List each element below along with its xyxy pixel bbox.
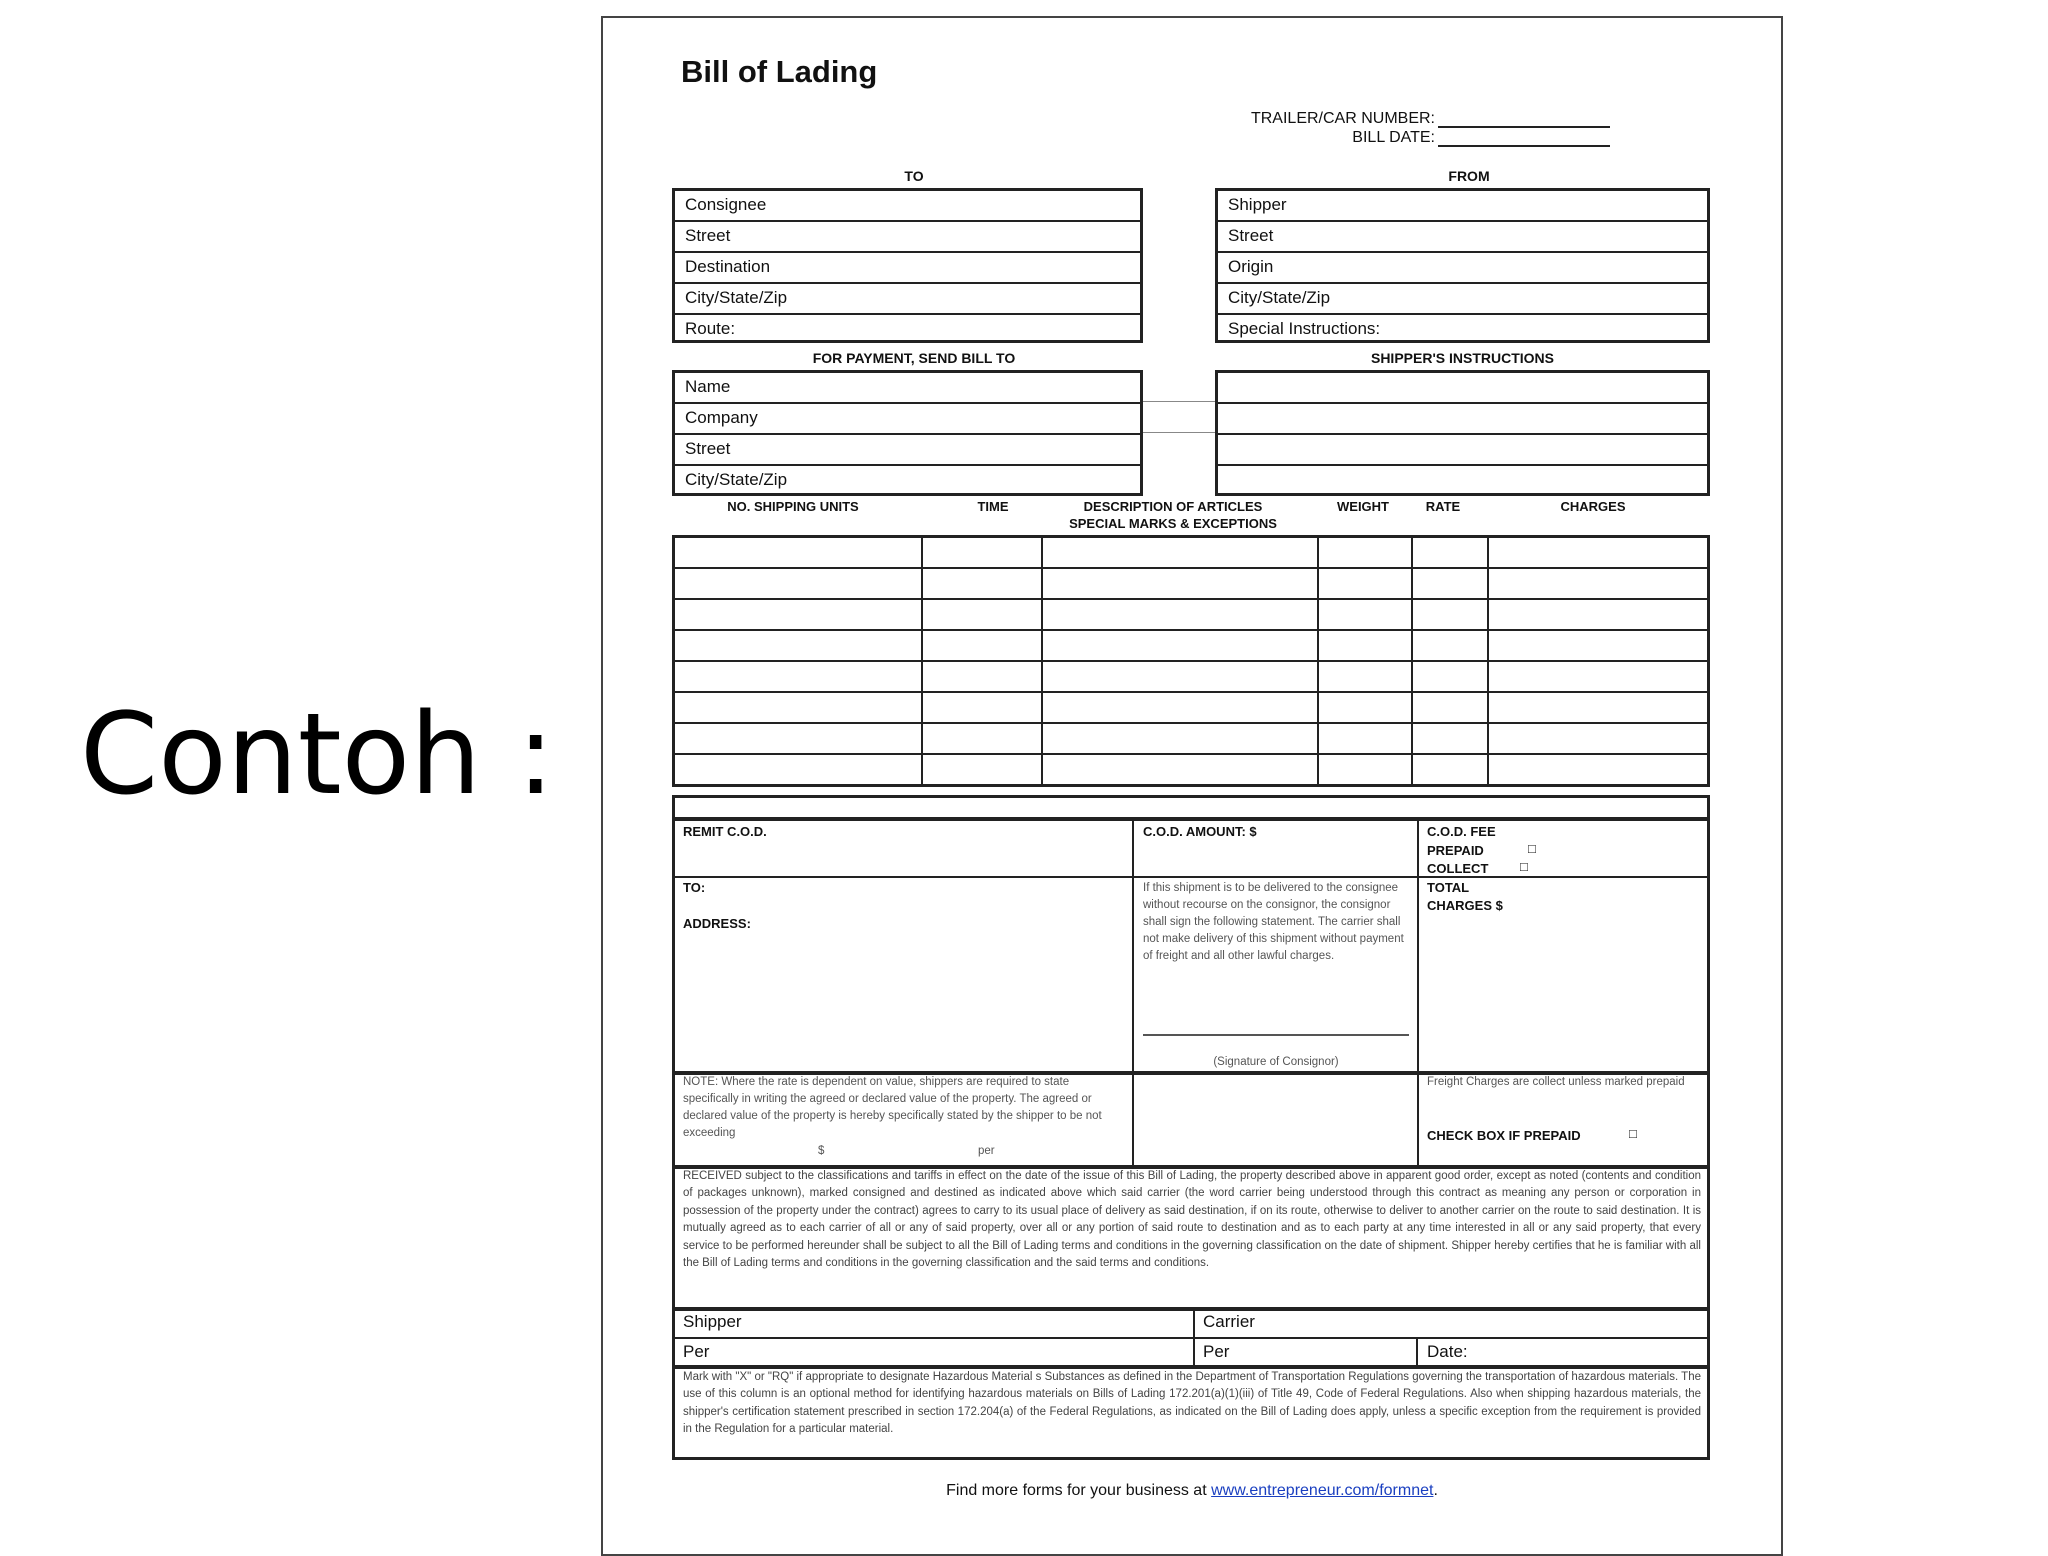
shipper-field[interactable]: Shipper <box>1218 191 1707 222</box>
origin-field[interactable]: Origin <box>1218 253 1707 284</box>
table-cell[interactable] <box>1318 537 1413 569</box>
footer-period: . <box>1433 1482 1438 1499</box>
table-cell[interactable] <box>1412 537 1488 569</box>
items-table <box>672 535 1710 787</box>
to-city-state-zip-field[interactable]: City/State/Zip <box>675 284 1140 315</box>
table-cell[interactable] <box>1318 599 1413 630</box>
route-field[interactable]: Route: <box>685 319 736 338</box>
table-cell[interactable] <box>1318 630 1413 661</box>
table-row <box>674 568 1709 599</box>
table-row <box>674 661 1709 692</box>
table-cell[interactable] <box>1488 692 1708 723</box>
shipper-instructions-line[interactable] <box>1218 435 1707 466</box>
table-cell[interactable] <box>1042 723 1317 754</box>
payment-caption: FOR PAYMENT, SEND BILL TO <box>812 350 1016 366</box>
table-cell[interactable] <box>1412 754 1488 786</box>
remit-cod-label: REMIT C.O.D. <box>683 824 767 839</box>
table-cell[interactable] <box>1488 599 1708 630</box>
header-rate: RATE <box>1425 499 1461 514</box>
table-cell[interactable] <box>1412 723 1488 754</box>
table-cell[interactable] <box>922 754 1043 786</box>
freight-collect-text: Freight Charges are collect unless marked prepaid <box>1427 1076 1685 1088</box>
table-cell[interactable] <box>1488 568 1708 599</box>
table-cell[interactable] <box>1042 599 1317 630</box>
table-cell[interactable] <box>674 568 922 599</box>
table-cell[interactable] <box>674 723 922 754</box>
total-charges-label: TOTAL <box>1427 880 1470 895</box>
table-cell[interactable] <box>1488 723 1708 754</box>
table-cell[interactable] <box>1488 630 1708 661</box>
cod-divider <box>1417 818 1419 1074</box>
trailer-number-field[interactable] <box>1438 126 1610 128</box>
shipper-instructions-line[interactable] <box>1218 373 1707 404</box>
table-cell[interactable] <box>1042 630 1317 661</box>
signature-divider <box>1416 1337 1418 1368</box>
table-cell[interactable] <box>1488 537 1708 569</box>
table-cell[interactable] <box>1488 754 1708 786</box>
table-cell[interactable] <box>674 754 922 786</box>
table-cell[interactable] <box>674 537 922 569</box>
payment-street-field[interactable]: Street <box>675 435 1140 466</box>
shipper-instructions-box <box>1215 370 1710 496</box>
table-row <box>674 692 1709 723</box>
carrier-signature-label[interactable]: Carrier <box>1203 1312 1255 1331</box>
table-cell[interactable] <box>1318 692 1413 723</box>
to-street-field[interactable]: Street <box>675 222 1140 253</box>
shipper-instructions-caption: SHIPPER'S INSTRUCTIONS <box>1370 350 1555 366</box>
cod-divider <box>1132 818 1134 1074</box>
shipper-signature-label[interactable]: Shipper <box>683 1312 742 1331</box>
table-cell[interactable] <box>1042 754 1317 786</box>
to-box <box>672 188 1143 343</box>
to-caption: TO <box>904 168 924 184</box>
note-text: NOTE: Where the rate is dependent on value, shippers are required to state specifically in writing the agreed or declared value of the property. The agreed or declared value of the property is hereby specifically stated by the shipper to be not exceeding <box>683 1076 1102 1139</box>
header-shipping-units: NO. SHIPPING UNITS <box>727 499 859 514</box>
header-description: DESCRIPTION OF ARTICLES <box>1083 499 1263 514</box>
header-time: TIME <box>977 499 1009 514</box>
table-cell[interactable] <box>1488 661 1708 692</box>
table-cell[interactable] <box>1318 723 1413 754</box>
table-cell[interactable] <box>1318 568 1413 599</box>
table-cell[interactable] <box>1042 537 1317 569</box>
table-cell[interactable] <box>1412 661 1488 692</box>
cod-address-label: ADDRESS: <box>683 916 751 931</box>
from-box <box>1215 188 1710 343</box>
shipper-instructions-line[interactable] <box>1218 466 1707 497</box>
from-street-field[interactable]: Street <box>1218 222 1707 253</box>
table-cell[interactable] <box>674 661 922 692</box>
payment-company-field[interactable]: Company <box>675 404 1140 435</box>
header-special-marks: SPECIAL MARKS & EXCEPTIONS <box>1069 516 1277 531</box>
table-row <box>674 599 1709 630</box>
cod-amount-label: C.O.D. AMOUNT: $ <box>1143 824 1257 839</box>
table-cell[interactable] <box>674 599 922 630</box>
note-divider <box>1132 1072 1134 1168</box>
total-charges-label-2: CHARGES $ <box>1427 898 1503 913</box>
payment-box <box>672 370 1143 496</box>
prepaid-label: PREPAID <box>1427 843 1484 858</box>
special-instructions-field[interactable]: Special Instructions: <box>1228 319 1381 338</box>
header-weight: WEIGHT <box>1337 499 1389 514</box>
bill-date-field[interactable] <box>1438 145 1610 147</box>
table-cell[interactable] <box>1042 568 1317 599</box>
table-cell[interactable] <box>922 692 1043 723</box>
table-cell[interactable] <box>1412 568 1488 599</box>
slide-label: Contoh : <box>80 690 555 820</box>
cod-to-label: TO: <box>683 880 706 895</box>
table-row <box>674 537 1709 569</box>
table-cell[interactable] <box>922 630 1043 661</box>
consignor-signature-caption: (Signature of Consignor) <box>1213 1056 1339 1068</box>
table-cell[interactable] <box>922 661 1043 692</box>
cod-row-line <box>672 876 1710 878</box>
from-city-state-zip-field[interactable]: City/State/Zip <box>1218 284 1707 315</box>
table-cell[interactable] <box>1042 692 1317 723</box>
table-cell[interactable] <box>922 537 1043 569</box>
table-cell[interactable] <box>1412 599 1488 630</box>
shipper-per-label[interactable]: Per <box>683 1342 710 1361</box>
table-row <box>674 630 1709 661</box>
consignor-signature-line[interactable] <box>1143 1034 1409 1036</box>
carrier-per-label[interactable]: Per <box>1203 1342 1230 1361</box>
payment-name-field[interactable]: Name <box>675 373 1140 404</box>
received-terms-text: RECEIVED subject to the classifications and tariffs in effect on the date of the issue of this Bill of Lading, the property described above in apparent good order, except as noted (contents and condition of packages unknown), marked consigned and destined as indicated above which said carrier (the word carrier being understood through this contract as meaning any person or corporation in possession of the property under the contract) agrees to carry to its usual place of delivery as said destination, if on its route, otherwise to deliver to another carrier on the route to said destination. It is mutually agreed as to each carrier of all or any of said property, over all or any portion of said route to destination and as to each party at any time interested in all or any said property, that every service to be performed hereunder shall be subject to all the Bill of Lading terms and conditions in the governing classification on the date of shipment. Shipper hereby certifies that he is familiar with all the Bill of Lading terms and conditions in the governing classification and the said terms and conditions. <box>683 1170 1701 1270</box>
form-title: Bill of Lading <box>681 54 878 89</box>
table-cell[interactable] <box>674 692 922 723</box>
destination-field[interactable]: Destination <box>675 253 1140 284</box>
table-cell[interactable] <box>1412 630 1488 661</box>
note-per: per <box>978 1145 995 1157</box>
table-cell[interactable] <box>922 568 1043 599</box>
consignor-statement: If this shipment is to be delivered to the consignee without recourse on the consignor, the consignor shall sign the following statement. The carrier shall not make delivery of this shipment without payment of freight and all other lawful charges. <box>1143 882 1404 962</box>
table-cell[interactable] <box>1042 661 1317 692</box>
hazmat-text: Mark with "X" or "RQ" if appropriate to designate Hazardous Material s Substances as defined in the Department of Transportation Regulations governing the transportation of hazardous materials. The use of this column is an optional method for identifying hazardous materials on Bills of Lading 172.201(a)(1)(iii) of Title 49, Code of Federal Regulations. Also when shipping hazardous materials, the shipper's certification statement prescribed in section 172.204(a) of the Federal Regulations, as indicated on the Bill of Lading does apply, unless a specific exception from the requirement is provided in the Regulation for a particular material. <box>683 1371 1701 1436</box>
footer-link[interactable]: www.entrepreneur.com/formnet <box>1211 1482 1434 1499</box>
check-prepaid-checkbox[interactable]: □ <box>1629 1126 1637 1141</box>
note-dollar: $ <box>818 1145 825 1157</box>
bill-date-label: BILL DATE: <box>1352 129 1435 146</box>
bill-of-lading-form <box>601 16 1783 1556</box>
connector-line <box>1143 432 1215 433</box>
note-divider <box>1417 1072 1419 1168</box>
signature-divider <box>1193 1308 1195 1368</box>
footer-text: Find more forms for your business at <box>946 1482 1207 1499</box>
table-cell[interactable] <box>1318 661 1413 692</box>
header-charges: CHARGES <box>1560 499 1626 514</box>
cod-fee-label: C.O.D. FEE <box>1427 824 1496 839</box>
collect-checkbox[interactable]: □ <box>1520 859 1528 874</box>
table-cell[interactable] <box>922 599 1043 630</box>
prepaid-checkbox[interactable]: □ <box>1528 841 1536 856</box>
collect-label: COLLECT <box>1427 861 1489 876</box>
date-label[interactable]: Date: <box>1427 1342 1468 1361</box>
check-prepaid-label: CHECK BOX IF PREPAID <box>1427 1128 1581 1143</box>
table-spacer-row <box>672 795 1710 820</box>
table-cell[interactable] <box>1318 754 1413 786</box>
consignee-field[interactable]: Consignee <box>675 191 1140 222</box>
table-cell[interactable] <box>1412 692 1488 723</box>
footer <box>603 1482 1781 1500</box>
trailer-number-label: TRAILER/CAR NUMBER: <box>1250 110 1435 127</box>
shipper-instructions-line[interactable] <box>1218 404 1707 435</box>
payment-city-state-zip-field[interactable]: City/State/Zip <box>685 470 788 489</box>
from-caption: FROM <box>1448 168 1490 184</box>
table-row <box>674 754 1709 786</box>
table-cell[interactable] <box>674 630 922 661</box>
connector-line <box>1143 401 1215 402</box>
table-cell[interactable] <box>922 723 1043 754</box>
signature-row-line <box>672 1337 1710 1339</box>
table-row <box>674 723 1709 754</box>
